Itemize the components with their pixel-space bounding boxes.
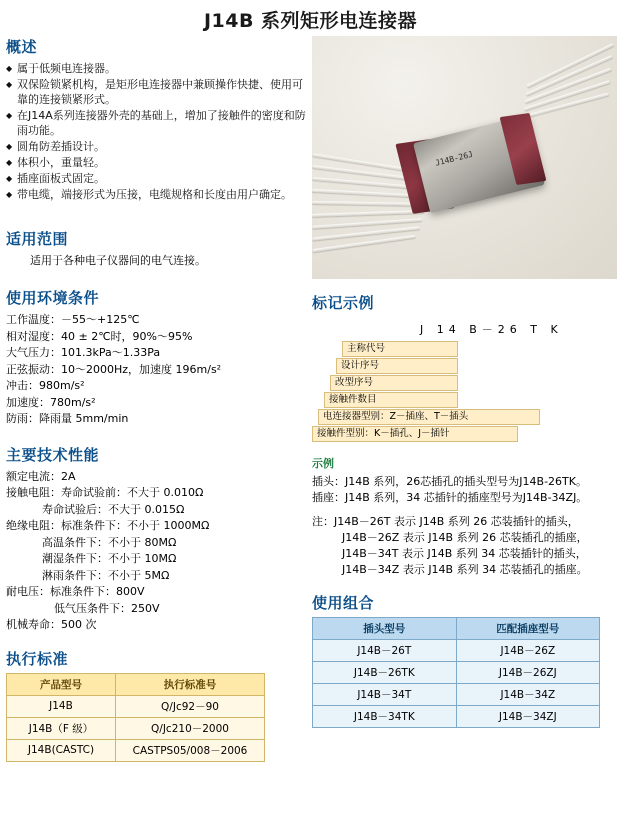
connector-marking-text: J14B-26J (434, 149, 474, 168)
cell: J14B－26T (313, 640, 457, 662)
legend-item: 改型序号 (330, 375, 458, 391)
environment-heading: 使用环境条件 (6, 289, 100, 307)
note-block (312, 514, 617, 578)
right-column (312, 292, 617, 728)
cell: J14B－26TK (313, 662, 457, 684)
cell: CASTPS05/008－2006 (116, 739, 265, 761)
cell: J14B (7, 695, 116, 717)
spec-line: 加速度：780m/s² (6, 395, 96, 409)
cell: J14B（F 级） (7, 717, 116, 739)
marking-code: J 14 B－26 T K (420, 323, 563, 336)
spec-line: 潮湿条件下：不小于 10MΩ (42, 552, 177, 565)
spec-line: 大气压力：101.3kPa～1.33Pa (6, 346, 161, 359)
standards-table (6, 673, 265, 762)
cell: J14B－26Z (456, 640, 599, 662)
example-heading: 示例 (312, 457, 334, 470)
list-item: ◆ 插座面板式固定。 (6, 171, 306, 186)
combination-table (312, 617, 600, 728)
spec-line: 耐电压：标准条件下：800V (6, 585, 145, 598)
example-line: 插头：J14B 系列，26芯插孔的插头型号为J14B-26TK。 (312, 475, 587, 488)
spec-line: 正弦振动：10～2000Hz，加速度 196m/s² (6, 362, 222, 376)
table-row (313, 640, 600, 662)
spec-line: 低气压条件下：250V (54, 601, 160, 615)
table-row (7, 717, 265, 739)
spec-line: 工作温度：－55～+125℃ (6, 313, 140, 326)
spec-line: 机械寿命：500 次 (6, 618, 97, 631)
spec-line: 相对湿度：40 ± 2℃时，90%～95% (6, 329, 193, 343)
table-row (313, 684, 600, 706)
performance-heading: 主要技术性能 (6, 445, 100, 464)
spec-line: 防雨：降雨量 5mm/min (6, 412, 129, 425)
overview-list (6, 61, 306, 202)
table-row (313, 662, 600, 684)
note-line: J14B－34T 表示 J14B 系列 34 芯装插针的插头， (342, 547, 587, 560)
note-line: 注：J14B－26T 表示 J14B 系列 26 芯装插针的插头， (312, 515, 579, 528)
column-header: 执行标准号 (116, 673, 265, 695)
standards-table-wrap (6, 673, 306, 762)
column-header: 产品型号 (7, 673, 116, 695)
cable-bundle-right (522, 60, 617, 150)
spec-line: 接触电阻：寿命试验前：不大于 0.010Ω (6, 486, 204, 499)
performance-list (6, 469, 306, 634)
note-line: J14B－26Z 表示 J14B 系列 26 芯装插孔的插座， (342, 531, 588, 544)
cell: J14B－34ZJ (456, 706, 599, 728)
marking-diagram (312, 317, 612, 447)
cell: J14B－34T (313, 684, 457, 706)
legend-item: 设计序号 (336, 358, 458, 374)
list-item: ◆ 带电缆，端接形式为压接，电缆规格和长度由用户确定。 (6, 187, 306, 202)
cell: J14B－34TK (313, 706, 457, 728)
legend-item: 主称代号 (342, 341, 458, 357)
example-line: 插座：J14B 系列，34 芯插针的插座型号为J14B-34ZJ。 (312, 491, 588, 504)
cell: J14B(CASTC) (7, 739, 116, 761)
example-body (312, 474, 617, 506)
list-item: ◆ 属于低频电连接器。 (6, 61, 306, 76)
legend-item: 接触件数目 (324, 392, 458, 408)
combination-heading: 使用组合 (312, 594, 375, 612)
list-item: ◆ 在J14A系列连接器外壳的基础上，增加了接触件的密度和防雨功能。 (6, 108, 306, 138)
product-photo (312, 36, 617, 279)
cell: Q/Jc210－2000 (116, 717, 265, 739)
list-item: ◆ 圆角防差插设计。 (6, 139, 306, 154)
table-header-row (7, 673, 265, 695)
cell: J14B－26ZJ (456, 662, 599, 684)
table-row (7, 739, 265, 761)
spec-line: 寿命试验后：不大于 0.015Ω (42, 502, 185, 516)
column-header: 匹配插座型号 (456, 618, 599, 640)
table-row (313, 706, 600, 728)
scope-heading: 适用范围 (6, 230, 69, 248)
environment-list (6, 312, 306, 428)
spec-line: 绝缘电阻：标准条件下：不小于 1000MΩ (6, 519, 210, 532)
cell: Q/Jc92－90 (116, 695, 265, 717)
spec-line: 冲击：980m/s² (6, 379, 85, 392)
table-header-row (313, 618, 600, 640)
standards-heading: 执行标准 (6, 649, 69, 668)
scope-text: 适用于各种电子仪器间的电气连接。 (30, 254, 206, 267)
page-title: J14B 系列矩形电连接器 (203, 10, 418, 32)
legend-item: 电连接器型别：Z－插座、T－插头 (318, 409, 540, 425)
list-item: ◆ 双保险锁紧机构，是矩形电连接器中兼顾操作快捷、使用可靠的连接锁紧形式。 (6, 77, 306, 107)
legend-item: 接触件型别：K－插孔、J－插针 (312, 426, 518, 442)
left-column (6, 36, 306, 762)
spec-line: 高温条件下：不小于 80MΩ (42, 535, 177, 549)
list-item: ◆ 体积小，重量轻。 (6, 155, 306, 170)
spec-line: 淋雨条件下：不小于 5MΩ (42, 568, 170, 582)
column-header: 插头型号 (313, 618, 457, 640)
cell: J14B－34Z (456, 684, 599, 706)
note-line: J14B－34Z 表示 J14B 系列 34 芯装插孔的插座。 (342, 563, 588, 576)
marking-heading: 标记示例 (312, 294, 375, 312)
spec-line: 额定电流：2A (6, 469, 76, 483)
table-row (7, 695, 265, 717)
overview-heading: 概述 (6, 38, 38, 56)
